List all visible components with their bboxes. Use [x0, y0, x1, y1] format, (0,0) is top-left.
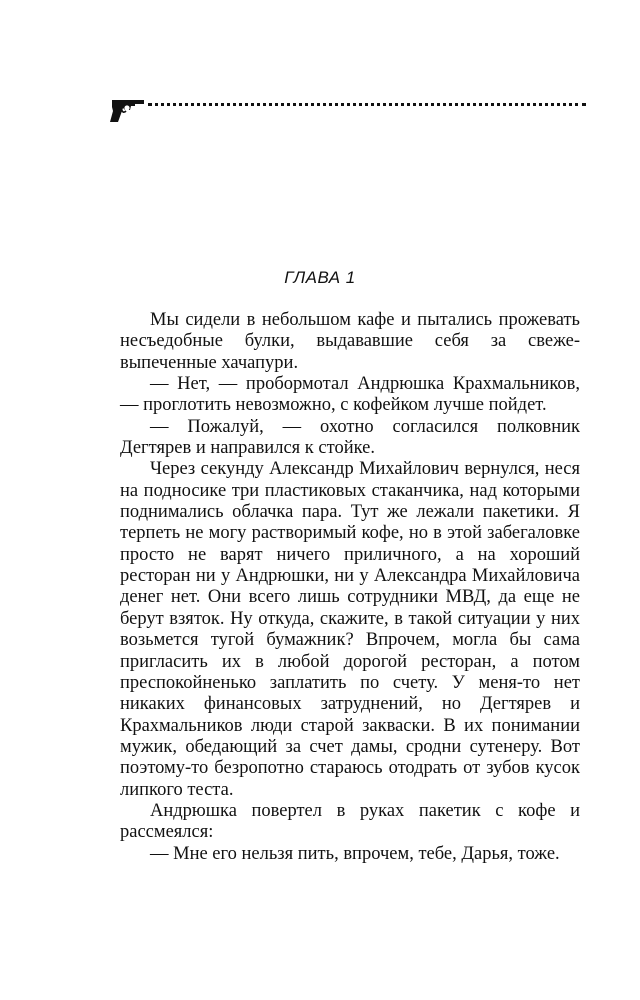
header-ornament: [108, 98, 586, 124]
paragraph: — Нет, — пробормотал Андрюшка Крахмальников, — проглотить невозможно, с кофейком лучше пойдет.: [120, 374, 580, 416]
paragraph: Мы сидели в небольшом кафе и пытались прожевать несъедобные булки, выдававшие себя за свежевыпеченные хачапури.: [120, 310, 580, 373]
revolver-icon: [108, 98, 148, 124]
chapter-title: ГЛАВА 1: [284, 268, 356, 287]
paragraph: — Мне его нельзя пить, впрочем, тебе, Дарья, тоже.: [150, 843, 560, 864]
body-text: [120, 310, 580, 865]
dotted-rule: [148, 103, 586, 106]
paragraph: — Пожалуй, — охотно согласился полковник Дегтярев и направился к стойке.: [120, 416, 580, 459]
paragraph: Андрюшка повертел в руках пакетик с кофе и рассмеялся:: [120, 800, 580, 843]
paragraph: Через секунду Александр Михайлович вернулся, неся на подносике три пластиковых стаканчика, над которыми поднимались облачка пара. Тут же лежали пакетики. Я терпеть не могу растворимый кофе, но в этой забегаловке просто не варят ничего приличного, а на хороший ресторан ни у Андрюшки, ни у Александра Михайловича денег нет. Они всего лишь сотрудники МВД, да еще не берут взяток. Ну откуда, скажите, в такой ситуации у них возьмется тугой бумажник? Впрочем, могла бы сама пригласить их в любой дорогой ресторан, а потом преспокойненько заплатить по счету. У меня-то нет никаких финансовых затруднений, но Дегтярев и Крахмальников люди старой закваски. В их понимании мужик, обедающий за счет дамы, сродни сутенеру. Вот поэтому-то безропотно стараюсь отодрать от зубов кусок липкого теста.: [120, 459, 580, 800]
